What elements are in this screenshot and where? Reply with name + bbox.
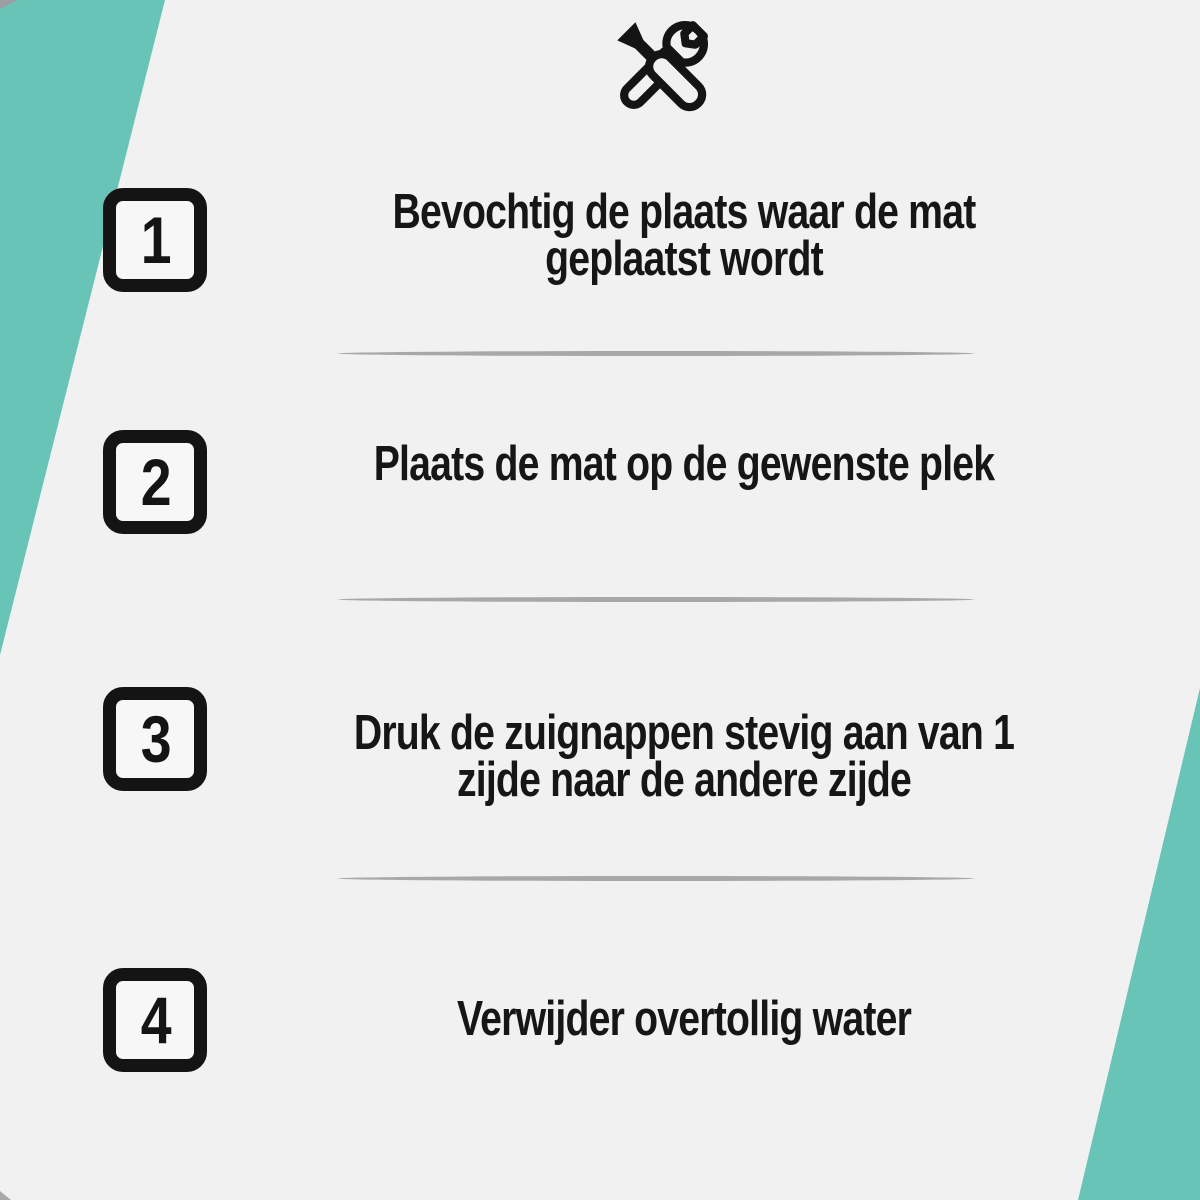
step-1-text-line: geplaatst wordt bbox=[545, 232, 823, 286]
step-3-text-line: zijde naar de andere zijde bbox=[456, 753, 912, 807]
step-3-text-line: Druk de zuignappen stevig aan van 1 bbox=[353, 706, 1015, 760]
step-3-text bbox=[324, 706, 1044, 807]
step-2-text-line: Plaats de mat op de gewenste plek bbox=[373, 437, 995, 491]
divider-line bbox=[338, 351, 974, 356]
step-1-text bbox=[324, 185, 1044, 286]
step-2-number: 2 bbox=[140, 445, 170, 519]
corner-shadow-bottom-left bbox=[0, 1191, 11, 1200]
tools-icon bbox=[604, 12, 720, 122]
step-2-number-box bbox=[103, 430, 207, 534]
teal-band-left bbox=[0, 0, 165, 655]
step-1-number: 1 bbox=[140, 203, 170, 277]
step-4-text-line: Verwijder overtollig water bbox=[456, 992, 912, 1046]
step-4-number-box bbox=[103, 968, 207, 1072]
step-3-number-box bbox=[103, 687, 207, 791]
divider-line bbox=[338, 597, 974, 602]
step-4-text bbox=[324, 992, 1044, 1046]
teal-band-right bbox=[1078, 688, 1200, 1200]
step-1-number-box bbox=[103, 188, 207, 292]
step-4-number: 4 bbox=[140, 983, 170, 1057]
step-3-number: 3 bbox=[140, 702, 170, 776]
divider-line bbox=[338, 876, 974, 881]
step-2-text bbox=[324, 437, 1044, 491]
step-1-text-line: Bevochtig de plaats waar de mat bbox=[392, 185, 976, 239]
